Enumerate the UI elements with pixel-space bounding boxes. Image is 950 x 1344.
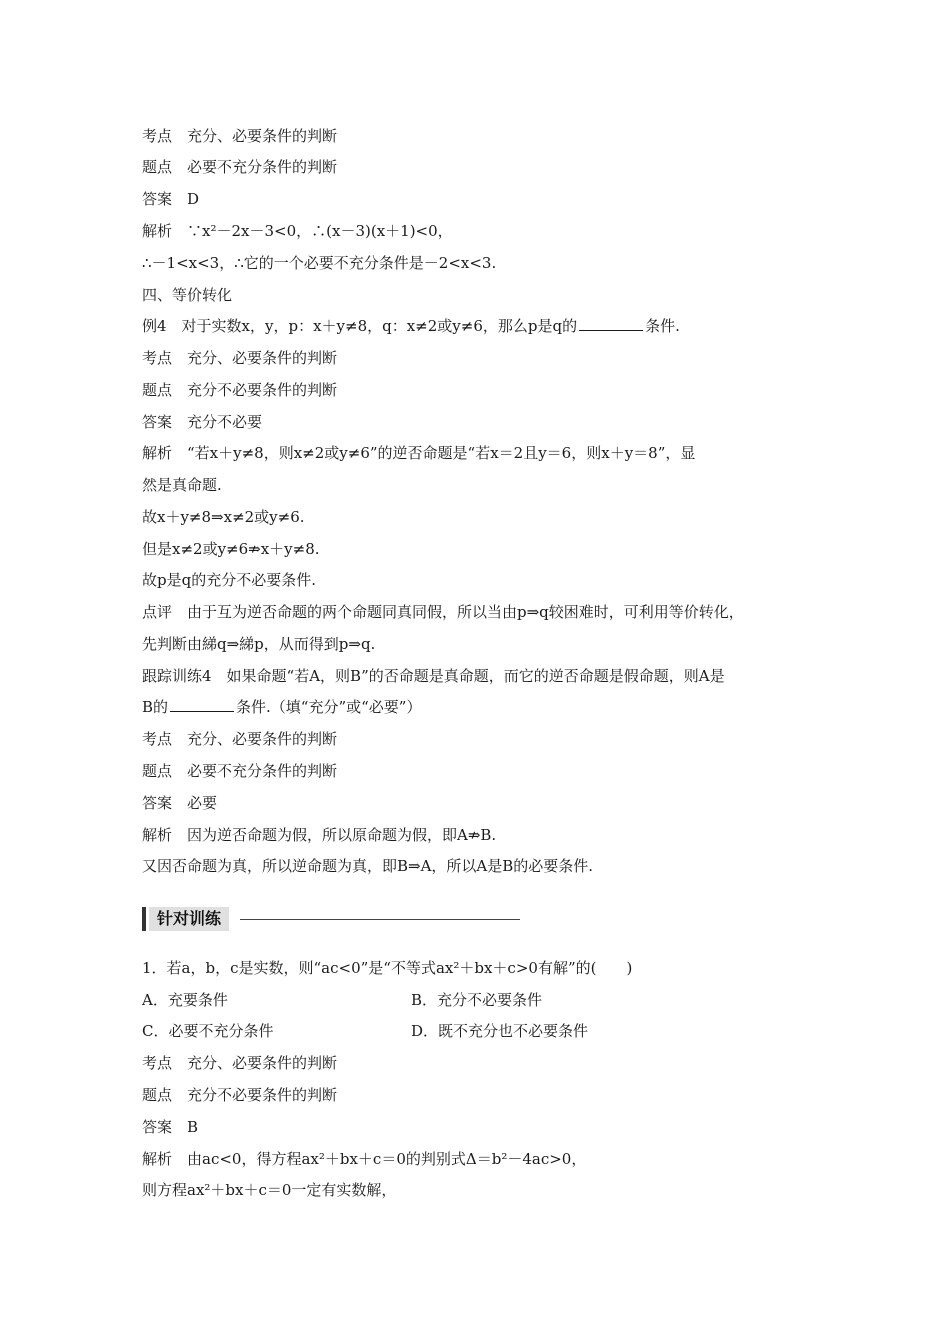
text-line: 先判断由綈q⇒綈p，从而得到p⇒q. xyxy=(142,635,376,653)
text-line: 解析 由ac<0，得方程ax²＋bx＋c＝0的判别式Δ＝b²－4ac>0， xyxy=(142,1150,587,1168)
example-4-text: 例4 对于实数x，y，p：x＋y≠8，q：x≠2或y≠6，那么p是q的 xyxy=(142,317,578,335)
text-line: 答案 充分不必要 xyxy=(142,413,263,431)
text-line: 故p是q的充分不必要条件. xyxy=(142,571,316,589)
answer-blank xyxy=(579,316,643,331)
track-4-tail: 条件.（填“充分”或“必要”） xyxy=(236,698,422,716)
option-d: D．既不充分也不必要条件 xyxy=(411,1022,589,1040)
text-line: 考点 充分、必要条件的判断 xyxy=(142,730,338,748)
text-line: 解析 因为逆否命题为假，所以原命题为假，即A⇏B. xyxy=(142,826,497,844)
section-bar-decoration xyxy=(142,907,146,931)
text-line: 答案 必要 xyxy=(142,794,218,812)
text-line: 题点 必要不充分条件的判断 xyxy=(142,158,338,176)
text-line: 然是真命题. xyxy=(142,476,222,494)
text-line: 考点 充分、必要条件的判断 xyxy=(142,127,338,145)
section-header xyxy=(142,904,522,932)
section-heading: 四、等价转化 xyxy=(142,286,233,304)
text-line: 但是x≠2或y≠6⇏x＋y≠8. xyxy=(142,540,320,558)
question-1-stem: 1．若a，b，c是实数，则“ac<0”是“不等式ax²＋bx＋c>0有解”的( ) xyxy=(142,959,633,977)
example-4-line xyxy=(142,316,680,336)
text-line: 题点 充分不必要条件的判断 xyxy=(142,1086,338,1104)
option-a: A．充要条件 xyxy=(142,991,228,1009)
text-line: ∴－1<x<3，∴它的一个必要不充分条件是－2<x<3. xyxy=(142,254,497,272)
text-line: 答案 D xyxy=(142,190,200,208)
text-line: 答案 B xyxy=(142,1118,199,1136)
text-line: 跟踪训练4 如果命题“若A，则B”的否命题是真命题，而它的逆否命题是假命题，则A是 xyxy=(142,667,725,685)
text-line: 又因否命题为真，所以逆命题为真，即B⇒A，所以A是B的必要条件. xyxy=(142,857,594,875)
text-line: 考点 充分、必要条件的判断 xyxy=(142,1054,338,1072)
text-line: 考点 充分、必要条件的判断 xyxy=(142,349,338,367)
section-title: 针对训练 xyxy=(149,907,229,931)
option-b: B．充分不必要条件 xyxy=(411,991,543,1009)
example-4-tail: 条件. xyxy=(645,317,680,335)
answer-blank xyxy=(170,697,234,712)
text-line: 则方程ax²＋bx＋c＝0一定有实数解， xyxy=(142,1181,397,1199)
text-line: 题点 充分不必要条件的判断 xyxy=(142,381,338,399)
option-c: C．必要不充分条件 xyxy=(142,1022,274,1040)
text-line: 故x＋y≠8⇒x≠2或y≠6. xyxy=(142,508,305,526)
text-line: 题点 必要不充分条件的判断 xyxy=(142,762,338,780)
section-rule xyxy=(240,919,520,920)
text-line: 解析 “若x＋y≠8，则x≠2或y≠6”的逆否命题是“若x＝2且y＝6，则x＋y＝8”，显 xyxy=(142,444,696,462)
track-4-line xyxy=(142,697,421,717)
text-line: 解析 ∵x²－2x－3<0，∴(x－3)(x＋1)<0， xyxy=(142,222,453,240)
track-4-text: B的 xyxy=(142,698,169,716)
text-line: 点评 由于互为逆否命题的两个命题同真同假，所以当由p⇒q较困难时，可利用等价转化， xyxy=(142,603,744,621)
